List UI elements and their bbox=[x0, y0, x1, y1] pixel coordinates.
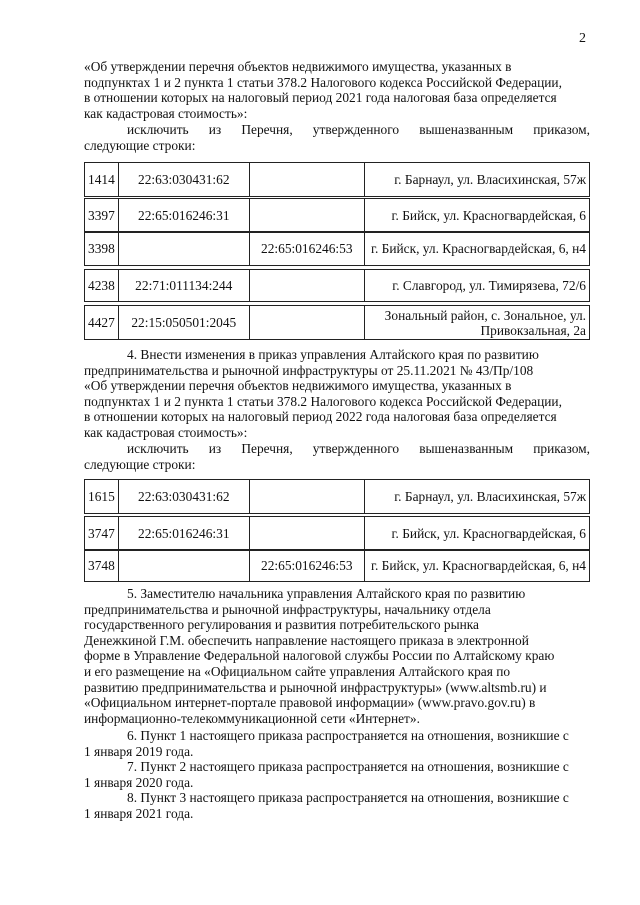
row-number: 3397 bbox=[85, 199, 119, 233]
table-row bbox=[84, 162, 590, 197]
paragraph-line: и его размещение на «Официальном сайте управления Алтайского края по bbox=[84, 663, 511, 679]
row-number: 3748 bbox=[85, 550, 119, 582]
object-address: г. Барнаул, ул. Власихинская, 57ж bbox=[364, 163, 589, 197]
exclude-word: вышеназванным bbox=[419, 441, 514, 456]
paragraph-line: форме в Управление Федеральной налоговой службы России по Алтайскому краю bbox=[84, 648, 555, 664]
paragraph-line: подпунктах 1 и 2 пункта 1 статьи 378.2 Налогового кодекса Российской Федерации, bbox=[84, 393, 562, 409]
row-number: 3747 bbox=[85, 517, 119, 551]
cadastral-number: 22:65:016246:31 bbox=[118, 517, 249, 551]
paragraph-line: 4. Внести изменения в приказ управления Алтайского края по развитию bbox=[127, 347, 539, 362]
exclude-word: вышеназванным bbox=[419, 122, 514, 137]
exclude-instruction-2 bbox=[84, 441, 590, 472]
row-number: 1414 bbox=[85, 163, 119, 197]
object-address: Зональный район, с. Зональное, ул. Привокзальная, 2а bbox=[364, 306, 589, 340]
cadastral-number: 22:15:050501:2045 bbox=[118, 306, 249, 340]
exclude-word: исключить bbox=[127, 122, 189, 137]
table-row bbox=[84, 269, 590, 302]
cadastral-number-premises bbox=[249, 306, 364, 340]
paragraph-8-line: 1 января 2021 года. bbox=[84, 805, 194, 821]
row-number: 4427 bbox=[85, 306, 119, 340]
object-address: г. Бийск, ул. Красногвардейская, 6 bbox=[364, 199, 589, 233]
cadastral-number-premises bbox=[249, 480, 364, 514]
cadastral-number-premises bbox=[249, 199, 364, 233]
exclude-instruction-1 bbox=[84, 122, 590, 153]
exclude-word: из bbox=[208, 441, 222, 456]
exclude-word: Перечня, bbox=[241, 441, 293, 456]
object-address: г. Бийск, ул. Красногвардейская, 6 bbox=[364, 517, 589, 551]
paragraph-line: Денежкиной Г.М. обеспечить направление настоящего приказа в электронной bbox=[84, 632, 529, 648]
paragraph-line: «Официальном интернет-портале правовой информации» (www.pravo.gov.ru) в bbox=[84, 695, 536, 711]
cadastral-number-premises bbox=[249, 163, 364, 197]
exclude-word: исключить bbox=[127, 441, 189, 456]
page-number: 2 bbox=[579, 31, 586, 46]
cadastral-number bbox=[118, 550, 249, 582]
cadastral-number-premises: 22:65:016246:53 bbox=[249, 232, 364, 266]
cadastral-number: 22:63:030431:62 bbox=[118, 480, 249, 514]
exclude-line: следующие строки: bbox=[84, 137, 196, 153]
table-row bbox=[84, 231, 590, 266]
paragraph-6-line: 1 января 2019 года. bbox=[84, 743, 194, 759]
cadastral-number: 22:63:030431:62 bbox=[118, 163, 249, 197]
row-number: 3398 bbox=[85, 232, 119, 266]
intro-line: как кадастровая стоимость»: bbox=[84, 105, 248, 121]
exclude-line: следующие строки: bbox=[84, 456, 196, 472]
intro-line: подпунктах 1 и 2 пункта 1 статьи 378.2 Налогового кодекса Российской Федерации, bbox=[84, 74, 562, 90]
exclude-word: приказом, bbox=[533, 441, 590, 456]
paragraph-8-line: 8. Пункт 3 настоящего приказа распространяется на отношения, возникшие с bbox=[127, 790, 569, 806]
paragraph-line: как кадастровая стоимость»: bbox=[84, 424, 248, 440]
paragraph-line: в отношении которых на налоговый период 2022 года налоговая база определяется bbox=[84, 409, 557, 425]
cadastral-number-premises bbox=[249, 270, 364, 302]
cadastral-number-premises bbox=[249, 517, 364, 551]
table-row bbox=[84, 479, 590, 514]
table-row bbox=[84, 198, 590, 233]
cadastral-number-premises: 22:65:016246:53 bbox=[249, 550, 364, 582]
object-address: г. Славгород, ул. Тимирязева, 72/6 bbox=[364, 270, 589, 302]
paragraph-line: 5. Заместителю начальника управления Алтайского края по развитию bbox=[127, 586, 526, 601]
exclude-word: утвержденного bbox=[312, 441, 400, 456]
paragraph-6-line: 6. Пункт 1 настоящего приказа распространяется на отношения, возникшие с bbox=[127, 728, 569, 743]
paragraph-7-line: 7. Пункт 2 настоящего приказа распространяется на отношения, возникшие с bbox=[127, 759, 569, 775]
table-row bbox=[84, 516, 590, 551]
exclude-word: из bbox=[208, 122, 222, 137]
paragraph-line: предпринимательства и рыночной инфраструктуры от 25.11.2021 № 43/Пр/108 bbox=[84, 362, 534, 378]
paragraph-line: государственного регулирования и развития потребительского рынка bbox=[84, 617, 480, 633]
paragraph-7-line: 1 января 2020 года. bbox=[84, 774, 194, 790]
paragraph-line: информационно-телекоммуникационной сети «Интернет». bbox=[84, 710, 420, 726]
intro-line: в отношении которых на налоговый период 2021 года налоговая база определяется bbox=[84, 90, 557, 106]
exclude-word: утвержденного bbox=[312, 122, 400, 137]
row-number: 4238 bbox=[85, 270, 119, 302]
paragraph-5 bbox=[84, 586, 590, 726]
intro-line: «Об утверждении перечня объектов недвижимого имущества, указанных в bbox=[84, 59, 512, 74]
exclude-word: Перечня, bbox=[241, 122, 293, 137]
paragraphs-6-8 bbox=[84, 728, 590, 822]
cadastral-number: 22:71:011134:244 bbox=[118, 270, 249, 302]
paragraph-line: «Об утверждении перечня объектов недвижимого имущества, указанных в bbox=[84, 378, 512, 394]
cadastral-number bbox=[118, 232, 249, 266]
paragraph-line: развитию предпринимательства и рыночной инфраструктуры» (www.altsmb.ru) и bbox=[84, 679, 547, 695]
cadastral-number: 22:65:016246:31 bbox=[118, 199, 249, 233]
object-address: г. Бийск, ул. Красногвардейская, 6, н4 bbox=[364, 550, 589, 582]
paragraph-4 bbox=[84, 347, 590, 441]
row-number: 1615 bbox=[85, 480, 119, 514]
table-row bbox=[84, 305, 590, 340]
table-row bbox=[84, 549, 590, 582]
intro-paragraph bbox=[84, 59, 590, 121]
exclude-word: приказом, bbox=[533, 122, 590, 137]
object-address: г. Бийск, ул. Красногвардейская, 6, н4 bbox=[364, 232, 589, 266]
object-address: г. Барнаул, ул. Власихинская, 57ж bbox=[364, 480, 589, 514]
paragraph-line: предпринимательства и рыночной инфраструктуры, начальнику отдела bbox=[84, 601, 491, 617]
